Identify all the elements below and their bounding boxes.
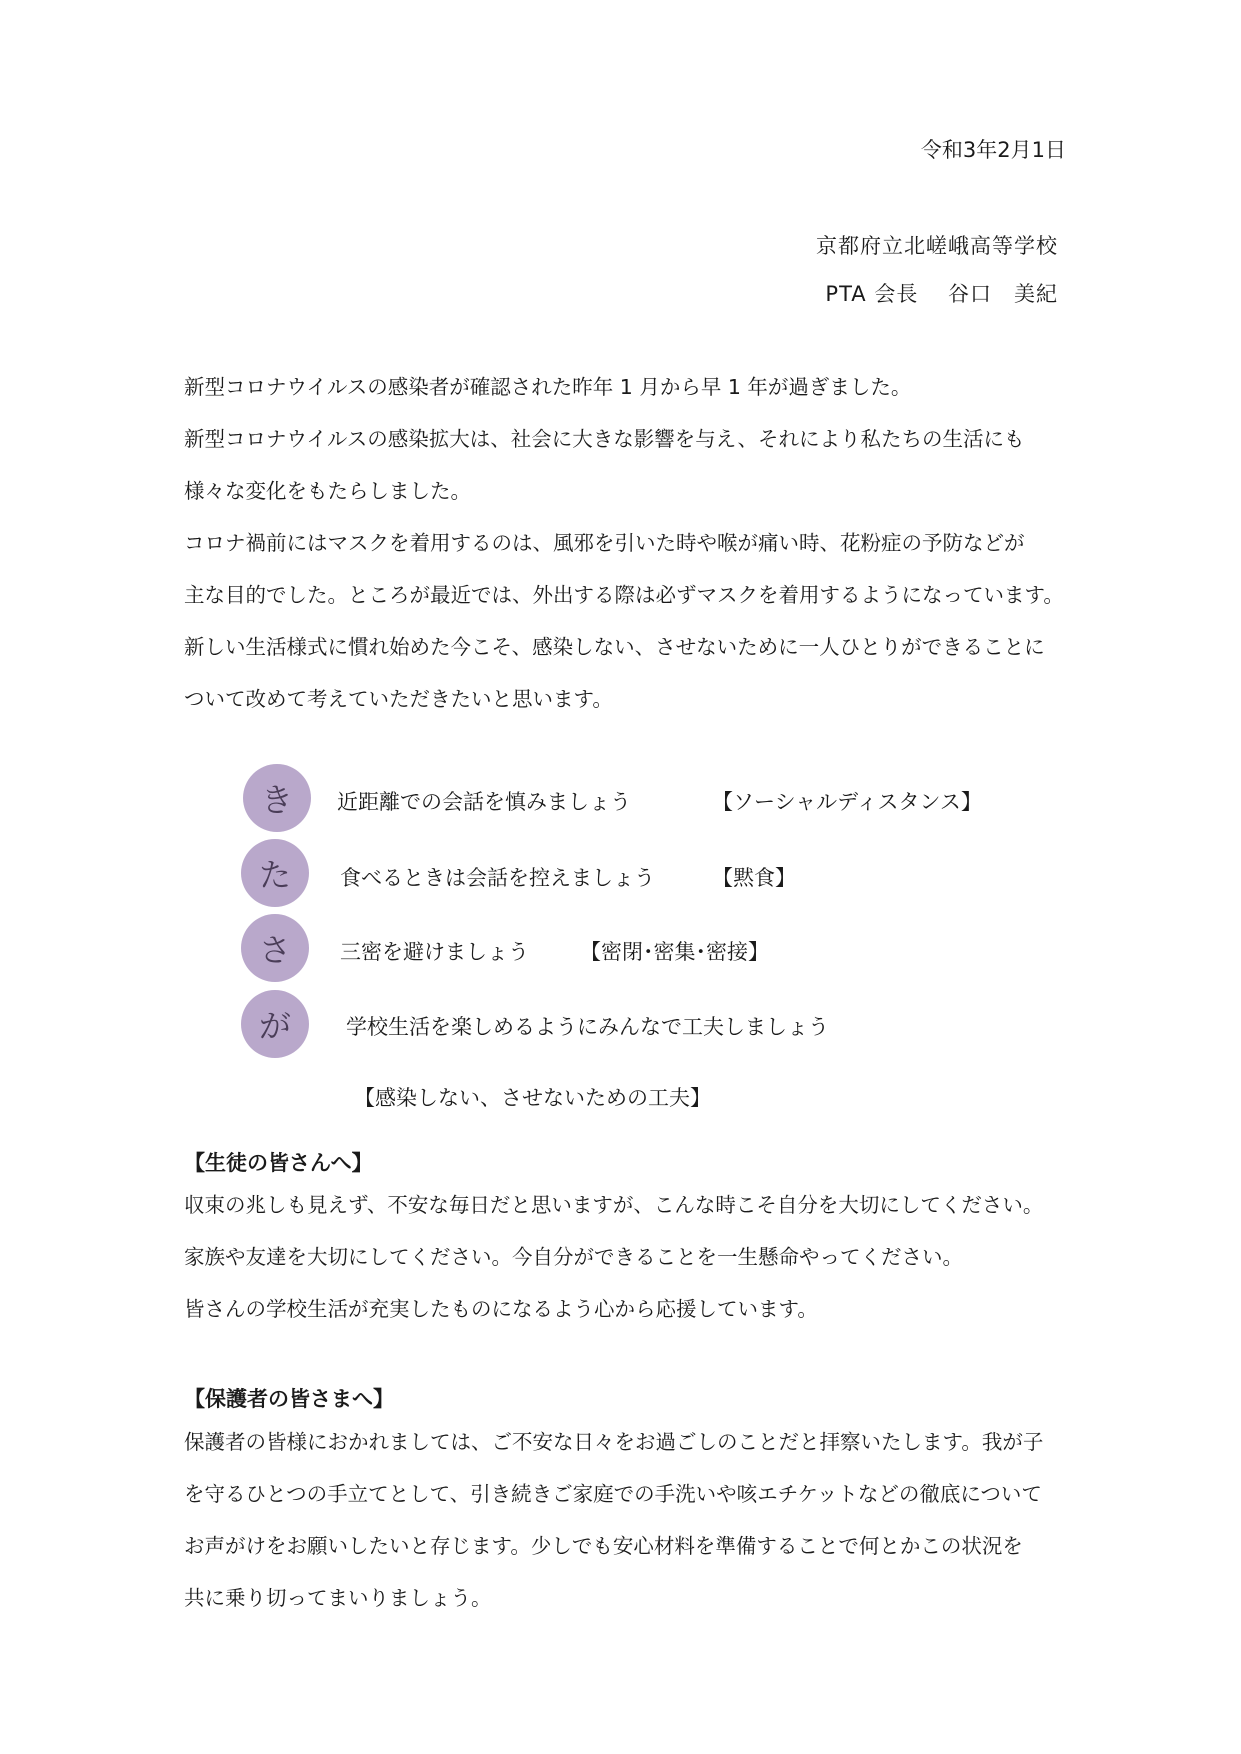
letter-date: 令和3年2月1日 xyxy=(920,138,1066,162)
kitasaga-tag-sa: 【密閉･密集･密接】 xyxy=(580,940,769,964)
parents-heading: 【保護者の皆さまへ】 xyxy=(184,1387,394,1411)
intro-line: ついて改めて考えていただきたいと思います。 xyxy=(184,687,613,711)
parents-line: お声がけをお願いしたいと存じます。少しでも安心材料を準備することで何とかこの状況を xyxy=(184,1534,1023,1558)
kitasaga-circle-ga: が xyxy=(241,990,309,1058)
students-line: 家族や友達を大切にしてください。今自分ができることを一生懸命やってください。 xyxy=(184,1245,963,1269)
kitasaga-text-ta: 食べるときは会話を控えましょう xyxy=(340,866,655,890)
intro-line: 新しい生活様式に慣れ始めた今こそ、感染しない、させないために一人ひとりができることに xyxy=(184,635,1045,659)
parents-line: 保護者の皆様におかれましては、ご不安な日々をお過ごしのことだと拝察いたします。我が子 xyxy=(184,1430,1044,1454)
intro-line: 新型コロナウイルスの感染者が確認された昨年 1 月から早 1 年が過ぎました。 xyxy=(184,375,912,399)
kitasaga-circle-ki: き xyxy=(243,764,311,832)
kitasaga-circle-ta: た xyxy=(241,839,309,907)
kitasaga-text-ga: 学校生活を楽しめるようにみんなで工夫しましょう xyxy=(346,1015,829,1039)
kitasaga-text-ki: 近距離での会話を慎みましょう xyxy=(337,790,631,814)
students-heading: 【生徒の皆さんへ】 xyxy=(184,1151,373,1175)
parents-line: 共に乗り切ってまいりましょう。 xyxy=(184,1586,492,1610)
kitasaga-text-sa: 三密を避けましょう xyxy=(340,940,529,964)
intro-line: 主な目的でした。ところが最近では、外出する際は必ずマスクを着用するようになっています。 xyxy=(184,583,1064,607)
parents-line: を守るひとつの手立てとして、引き続きご家庭での手洗いや咳エチケットなどの徹底について xyxy=(184,1482,1042,1506)
intro-line: 様々な変化をもたらしました。 xyxy=(184,479,471,503)
students-message xyxy=(184,1190,1084,1346)
kitasaga-caption: 【感染しない、させないための工夫】 xyxy=(354,1086,711,1110)
parents-message xyxy=(184,1427,1084,1635)
intro-line: コロナ禍前にはマスクを着用するのは、風邪を引いた時や喉が痛い時、花粉症の予防などが xyxy=(184,531,1025,555)
kitasaga-circle-sa: さ xyxy=(241,914,309,982)
pta-chair: PTA 会長 谷口 美紀 xyxy=(825,282,1058,306)
kitasaga-tag-ki: 【ソーシャルディスタンス】 xyxy=(712,790,982,814)
intro-line: 新型コロナウイルスの感染拡大は、社会に大きな影響を与え、それにより私たちの生活にも xyxy=(184,427,1025,451)
students-line: 皆さんの学校生活が充実したものになるよう心から応援しています。 xyxy=(184,1297,818,1321)
school-name: 京都府立北嵯峨高等学校 xyxy=(816,234,1058,258)
kitasaga-tag-ta: 【黙食】 xyxy=(712,866,796,890)
students-line: 収束の兆しも見えず、不安な毎日だと思いますが、こんな時こそ自分を大切にしてください。 xyxy=(184,1193,1044,1217)
intro-paragraph xyxy=(184,372,1084,736)
